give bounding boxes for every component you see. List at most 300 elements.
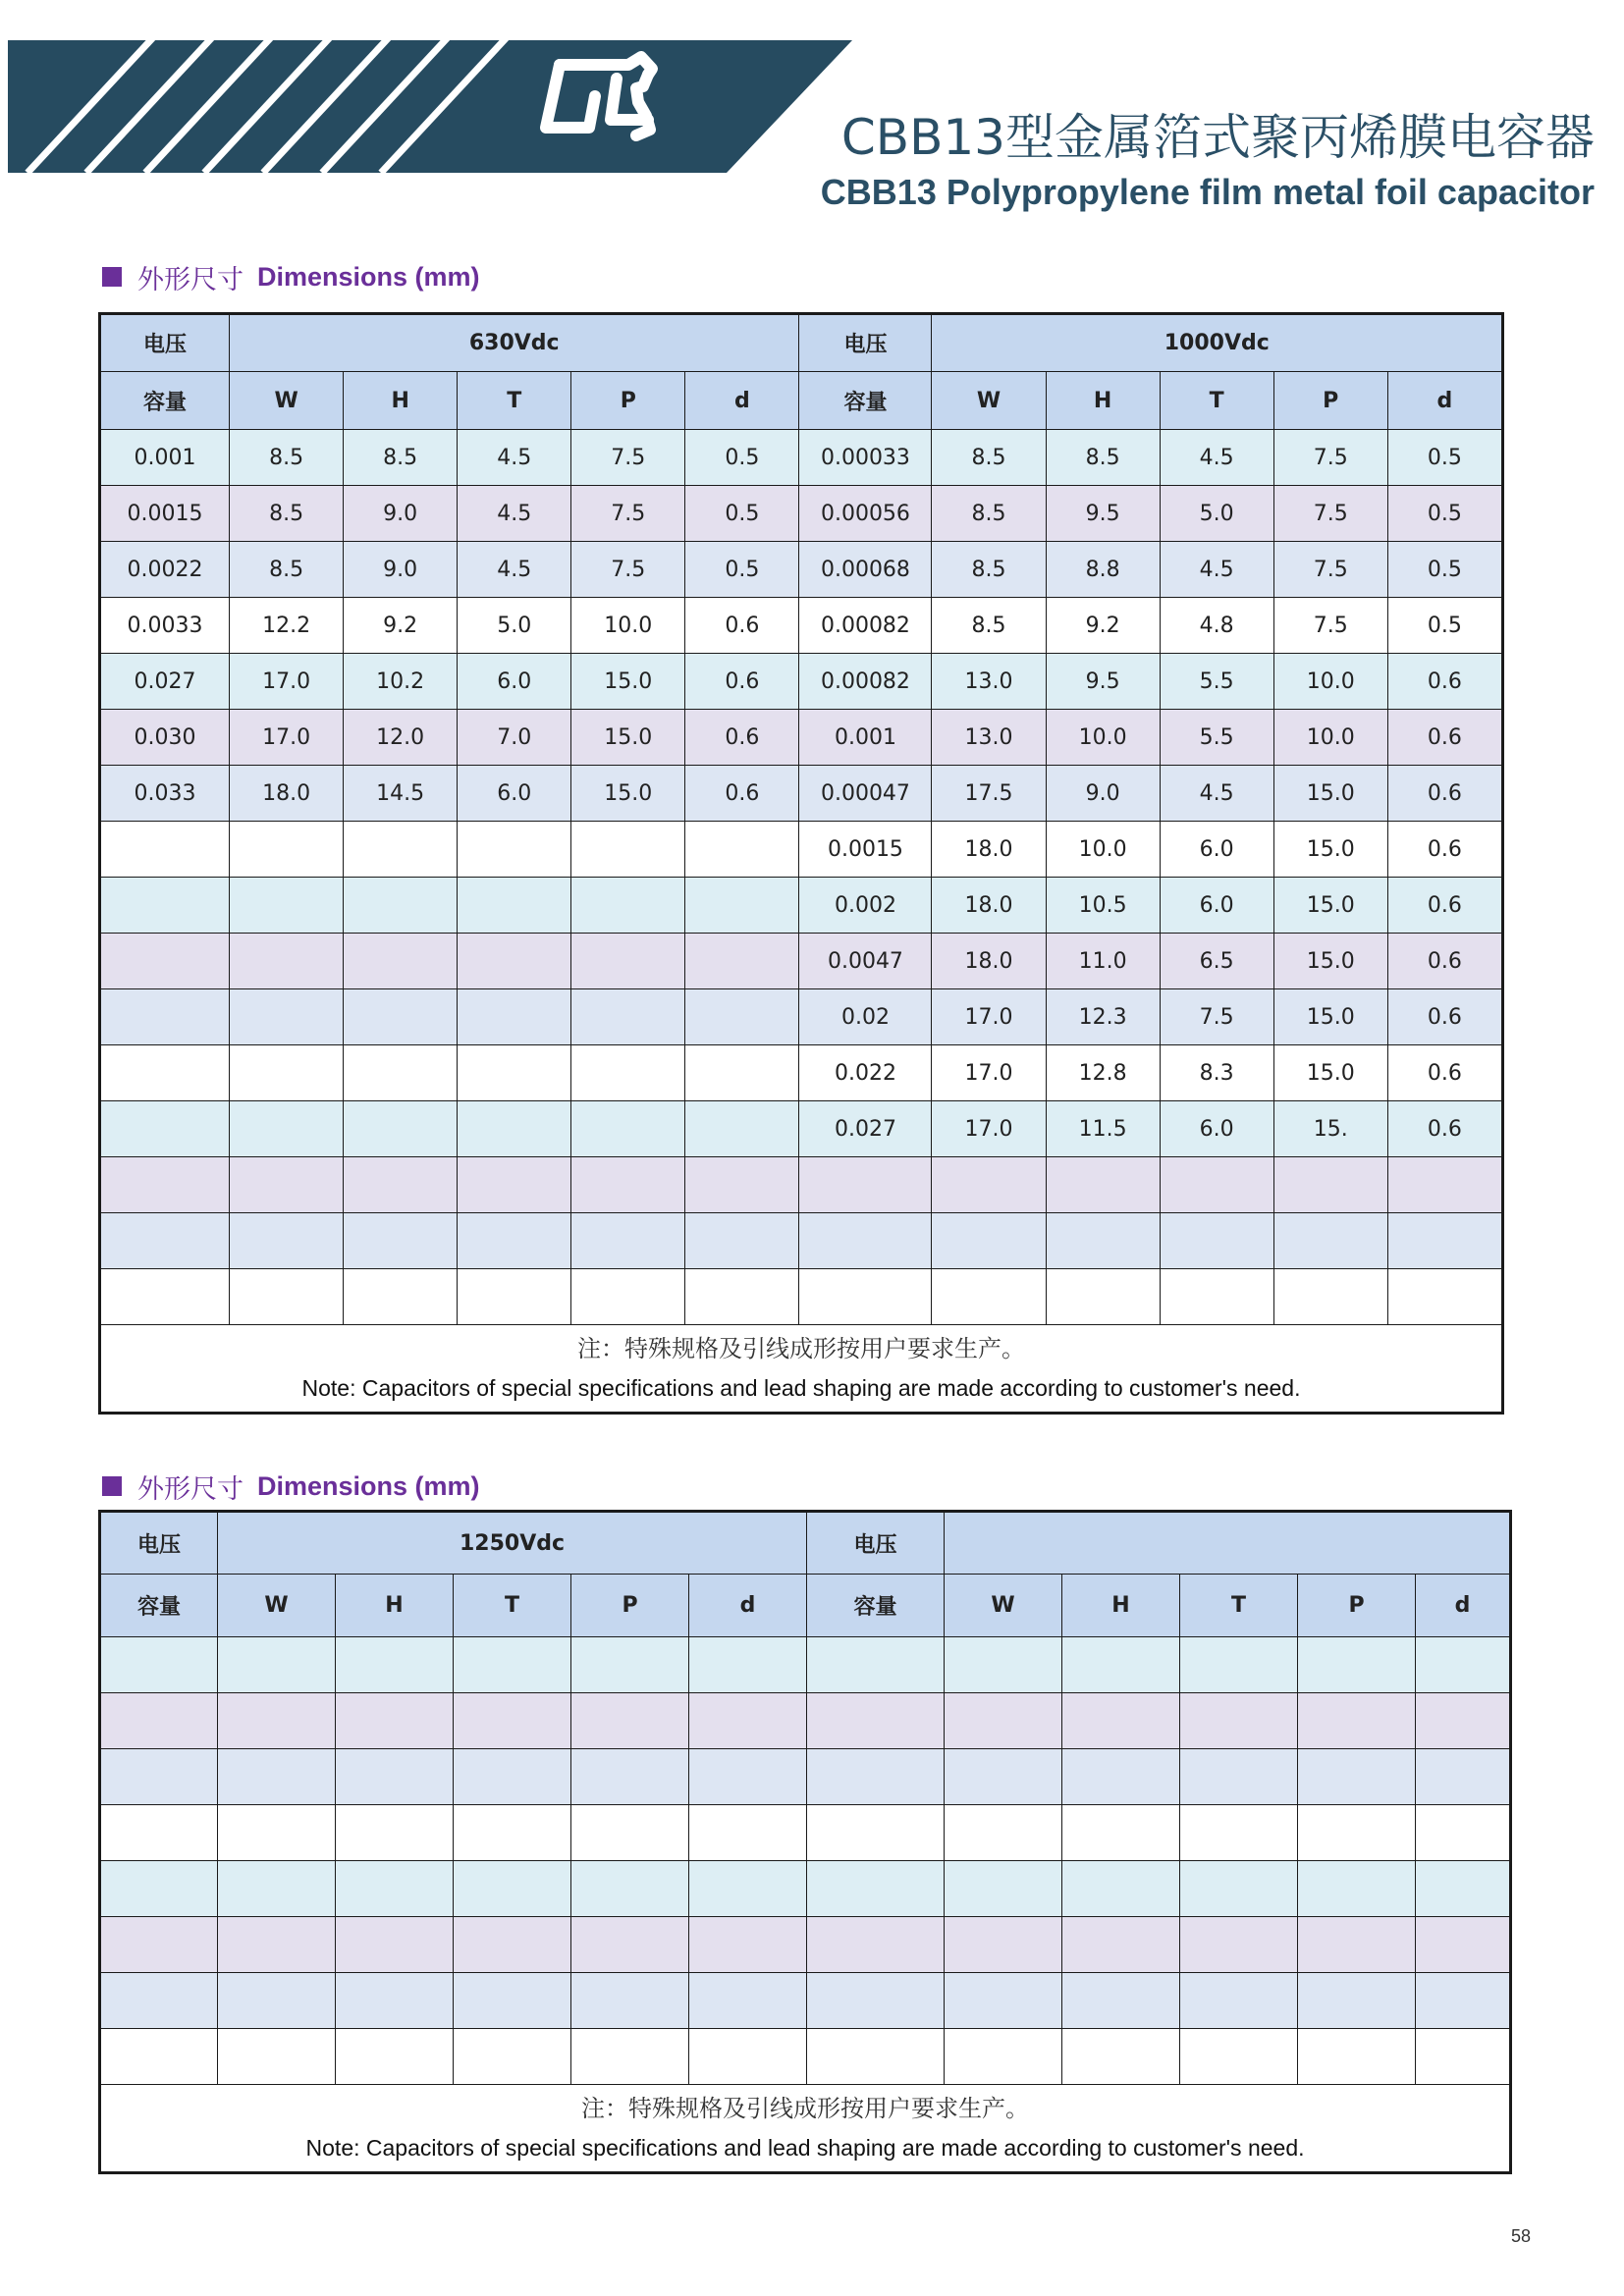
table-cell: 10.0: [1046, 822, 1160, 878]
table-cell: [571, 1269, 685, 1325]
table-cell: 0.0047: [799, 934, 932, 989]
table-cell: 8.3: [1160, 1045, 1273, 1101]
table-cell: 7.0: [458, 710, 571, 766]
table-row: [100, 822, 1503, 878]
table-row: [100, 1805, 1511, 1861]
table-cell: 0.00033: [799, 430, 932, 486]
table-cell: [218, 1973, 336, 2029]
table-cell: [1273, 1213, 1387, 1269]
table-cell: 15.0: [1273, 766, 1387, 822]
capacity-label: 容量: [100, 1575, 218, 1637]
table-cell: 8.5: [230, 430, 344, 486]
table-cell: [685, 1157, 799, 1213]
table-cell: [1062, 1917, 1180, 1973]
table-cell: [945, 1805, 1062, 1861]
table-cell: [336, 1637, 454, 1693]
table-cell: [1160, 1213, 1273, 1269]
voltage-label: 电压: [100, 1512, 218, 1575]
table-row: [100, 1157, 1503, 1213]
capacity-label: 容量: [799, 372, 932, 430]
table-cell: [1046, 1213, 1160, 1269]
table-cell: [571, 1861, 689, 1917]
table-row: [100, 1917, 1511, 1973]
table-cell: [458, 822, 571, 878]
table-cell: [1180, 1693, 1298, 1749]
table-cell: [1062, 1749, 1180, 1805]
table-cell: [571, 1973, 689, 2029]
table-cell: 8.5: [1046, 430, 1160, 486]
table-cell: 8.8: [1046, 542, 1160, 598]
table-cell: [458, 989, 571, 1045]
table-cell: [689, 1861, 807, 1917]
table-cell: [571, 989, 685, 1045]
table-cell: 15.0: [571, 710, 685, 766]
column-header-p: P: [1273, 372, 1387, 430]
table-cell: [1416, 2029, 1511, 2085]
table-row: [100, 1973, 1511, 2029]
table-cell: [1180, 1917, 1298, 1973]
page-title-en: CBB13 Polypropylene film metal foil capacitor: [820, 172, 1595, 212]
table-cell: [458, 878, 571, 934]
table-cell: 6.5: [1160, 934, 1273, 989]
table-cell: [1298, 1973, 1416, 2029]
table-cell: 13.0: [932, 654, 1046, 710]
table-cell: 0.0015: [799, 822, 932, 878]
column-header-d: d: [1416, 1575, 1511, 1637]
table-cell: 0.00082: [799, 654, 932, 710]
table-cell: 4.5: [458, 542, 571, 598]
table-cell: [685, 989, 799, 1045]
table-cell: [1298, 1749, 1416, 1805]
table-cell: [344, 1213, 458, 1269]
table-cell: 0.6: [1387, 766, 1502, 822]
table-cell: [1416, 1917, 1511, 1973]
table-cell: 4.5: [458, 486, 571, 542]
table-cell: [932, 1157, 1046, 1213]
table-cell: [454, 1917, 571, 1973]
note-en: Note: Capacitors of special specifications and lead shaping are made according to customer's need.: [305, 2135, 1305, 2161]
note-cn: 注：特殊规格及引线成形按用户要求生产。: [581, 2095, 1030, 2122]
table-cell: [689, 2029, 807, 2085]
table-cell: [1416, 1637, 1511, 1693]
table-cell: [571, 1805, 689, 1861]
table-row: [100, 989, 1503, 1045]
table-cell: 0.00082: [799, 598, 932, 654]
table-row: [100, 1637, 1511, 1693]
table-cell: [685, 1045, 799, 1101]
table-cell: [1180, 1749, 1298, 1805]
table-cell: [336, 1973, 454, 2029]
table-cell: 4.5: [1160, 542, 1273, 598]
table-cell: 18.0: [932, 822, 1046, 878]
table-cell: 8.5: [932, 542, 1046, 598]
column-header-p: P: [571, 372, 685, 430]
table-cell: [807, 1749, 945, 1805]
right-voltage-value: [945, 1512, 1511, 1575]
table-cell: [571, 2029, 689, 2085]
table-cell: 0.001: [100, 430, 230, 486]
table-cell: [100, 1213, 230, 1269]
table-cell: 15.0: [1273, 989, 1387, 1045]
table-cell: 7.5: [571, 542, 685, 598]
column-header-p: P: [1298, 1575, 1416, 1637]
table-cell: [689, 1637, 807, 1693]
table-cell: 15.0: [1273, 822, 1387, 878]
table-cell: 12.2: [230, 598, 344, 654]
table-cell: 9.2: [344, 598, 458, 654]
table-cell: 15.0: [1273, 934, 1387, 989]
table-cell: 5.5: [1160, 710, 1273, 766]
table-cell: [689, 1917, 807, 1973]
table-cell: [945, 1693, 1062, 1749]
table-cell: [1062, 1805, 1180, 1861]
table-cell: 15.0: [1273, 878, 1387, 934]
bullet-square-icon: [102, 1476, 122, 1496]
page-title-cn: CBB13型金属箔式聚丙烯膜电容器: [840, 109, 1595, 166]
table-cell: 9.0: [1046, 766, 1160, 822]
table-cell: [218, 1693, 336, 1749]
table-cell: [689, 1693, 807, 1749]
table-cell: 13.0: [932, 710, 1046, 766]
table-cell: 0.027: [799, 1101, 932, 1157]
table-cell: [100, 878, 230, 934]
table-cell: 10.5: [1046, 878, 1160, 934]
table-cell: [458, 1045, 571, 1101]
table-cell: 14.5: [344, 766, 458, 822]
table-cell: 8.5: [230, 486, 344, 542]
table-cell: [1046, 1157, 1160, 1213]
table-cell: [571, 934, 685, 989]
table-cell: [689, 1805, 807, 1861]
table-cell: [571, 1917, 689, 1973]
table-cell: 8.5: [230, 542, 344, 598]
section-heading: [102, 257, 480, 296]
table-cell: [230, 1157, 344, 1213]
table-cell: 6.0: [458, 766, 571, 822]
table-cell: [454, 1749, 571, 1805]
table-cell: 0.030: [100, 710, 230, 766]
table-cell: [230, 822, 344, 878]
table-cell: 17.0: [230, 710, 344, 766]
table-cell: 12.8: [1046, 1045, 1160, 1101]
table-cell: [458, 1101, 571, 1157]
table-cell: [945, 1861, 1062, 1917]
capacity-label: 容量: [807, 1575, 945, 1637]
table-cell: [1062, 1693, 1180, 1749]
table-row: [100, 1101, 1503, 1157]
table-cell: 15.0: [571, 766, 685, 822]
table-cell: [218, 1917, 336, 1973]
bullet-square-icon: [102, 267, 122, 287]
table-cell: [458, 1157, 571, 1213]
table-cell: 9.5: [1046, 654, 1160, 710]
table-cell: [1298, 2029, 1416, 2085]
table-cell: [218, 1637, 336, 1693]
table-cell: 6.0: [1160, 822, 1273, 878]
table-cell: [336, 1917, 454, 1973]
table-cell: 5.0: [1160, 486, 1273, 542]
table-cell: [1298, 1637, 1416, 1693]
table-cell: [336, 1749, 454, 1805]
table-cell: [571, 1101, 685, 1157]
table-cell: [807, 1805, 945, 1861]
table-cell: [1273, 1157, 1387, 1213]
table-cell: [1273, 1269, 1387, 1325]
column-header-d: d: [685, 372, 799, 430]
table-cell: [100, 1973, 218, 2029]
table-cell: 0.0022: [100, 542, 230, 598]
left-voltage-value: 1250Vdc: [218, 1512, 807, 1575]
table-cell: [571, 822, 685, 878]
table-cell: 0.027: [100, 654, 230, 710]
table-cell: 18.0: [230, 766, 344, 822]
column-header-h: H: [1062, 1575, 1180, 1637]
table-cell: [100, 1637, 218, 1693]
dimensions-table-2: [98, 1510, 1512, 2174]
table-cell: [458, 1269, 571, 1325]
table-cell: [1416, 1805, 1511, 1861]
table-cell: [218, 1805, 336, 1861]
table-cell: 15.0: [1273, 1045, 1387, 1101]
table-cell: [100, 1917, 218, 1973]
column-header-d: d: [689, 1575, 807, 1637]
table-cell: 7.5: [1273, 486, 1387, 542]
table-row: [100, 1861, 1511, 1917]
table-cell: [807, 1973, 945, 2029]
page-number: 58: [1510, 2226, 1531, 2246]
table-cell: 9.5: [1046, 486, 1160, 542]
voltage-header-row: [100, 1512, 1511, 1575]
table-cell: 6.0: [1160, 1101, 1273, 1157]
table-cell: [685, 1101, 799, 1157]
table-cell: [100, 1693, 218, 1749]
table-cell: 0.5: [685, 542, 799, 598]
table-cell: 0.6: [685, 766, 799, 822]
table-cell: [100, 1269, 230, 1325]
table-cell: [1387, 1213, 1502, 1269]
table-cell: 4.5: [458, 430, 571, 486]
note-en: Note: Capacitors of special specifications and lead shaping are made according to customer's need.: [301, 1375, 1301, 1401]
section-heading-cn: 外形尺寸: [137, 1473, 244, 1505]
table-cell: [571, 1749, 689, 1805]
table-cell: 6.0: [458, 654, 571, 710]
table-cell: [1062, 1637, 1180, 1693]
table-cell: [807, 1637, 945, 1693]
table-cell: 0.5: [1387, 486, 1502, 542]
column-header-p: P: [571, 1575, 689, 1637]
note-row: [100, 1325, 1503, 1414]
table-row: [100, 710, 1503, 766]
table-cell: 17.0: [230, 654, 344, 710]
table-cell: [344, 1157, 458, 1213]
table-cell: 0.022: [799, 1045, 932, 1101]
table-cell: [100, 822, 230, 878]
table-cell: 4.5: [1160, 430, 1273, 486]
table-cell: 8.5: [932, 430, 1046, 486]
table-cell: [799, 1157, 932, 1213]
table-cell: 0.02: [799, 989, 932, 1045]
table-cell: 0.00056: [799, 486, 932, 542]
table-cell: 0.5: [1387, 430, 1502, 486]
table-row: [100, 1213, 1503, 1269]
table-cell: 0.6: [1387, 710, 1502, 766]
table-cell: [807, 1693, 945, 1749]
table-cell: [344, 822, 458, 878]
table-cell: [571, 1693, 689, 1749]
note-row: [100, 2085, 1511, 2173]
table-cell: 6.0: [1160, 878, 1273, 934]
table-cell: [454, 1973, 571, 2029]
table-cell: [1298, 1861, 1416, 1917]
table-cell: 15.0: [571, 654, 685, 710]
section-heading-en: Dimensions (mm): [257, 261, 480, 292]
table-cell: [458, 934, 571, 989]
table-cell: 0.6: [1387, 934, 1502, 989]
column-header-w: W: [230, 372, 344, 430]
voltage-label: 电压: [100, 314, 230, 372]
table-cell: [1416, 1861, 1511, 1917]
column-header-w: W: [932, 372, 1046, 430]
column-header-h: H: [344, 372, 458, 430]
table-cell: 0.5: [685, 430, 799, 486]
table-cell: 7.5: [571, 486, 685, 542]
table-cell: [1298, 1693, 1416, 1749]
table-cell: 12.0: [344, 710, 458, 766]
table-cell: 0.6: [1387, 878, 1502, 934]
column-header-row: [100, 1575, 1511, 1637]
table-cell: 0.033: [100, 766, 230, 822]
table-row: [100, 2029, 1511, 2085]
table-cell: [1046, 1269, 1160, 1325]
capacity-label: 容量: [100, 372, 230, 430]
table-cell: [1180, 1861, 1298, 1917]
table-row: [100, 1045, 1503, 1101]
table-cell: [454, 2029, 571, 2085]
table-row: [100, 878, 1503, 934]
table-cell: [1416, 1693, 1511, 1749]
table-cell: 10.0: [571, 598, 685, 654]
table-cell: [454, 1805, 571, 1861]
table-cell: 0.001: [799, 710, 932, 766]
table-cell: [336, 2029, 454, 2085]
table-cell: [571, 1637, 689, 1693]
table-cell: 0.6: [685, 598, 799, 654]
section-heading-cn: 外形尺寸: [137, 264, 244, 295]
table-cell: 0.6: [1387, 822, 1502, 878]
table-cell: [799, 1213, 932, 1269]
table-cell: [100, 1157, 230, 1213]
section-heading: [102, 1467, 480, 1506]
table-cell: [344, 989, 458, 1045]
table-cell: [799, 1269, 932, 1325]
table-cell: [218, 1749, 336, 1805]
table-cell: [336, 1861, 454, 1917]
table-cell: 10.0: [1273, 654, 1387, 710]
table-cell: 10.2: [344, 654, 458, 710]
table-cell: 7.5: [1160, 989, 1273, 1045]
table-cell: 0.0015: [100, 486, 230, 542]
table-cell: [685, 1269, 799, 1325]
table-cell: [1298, 1805, 1416, 1861]
table-cell: 18.0: [932, 934, 1046, 989]
column-header-t: T: [454, 1575, 571, 1637]
table-cell: 17.5: [932, 766, 1046, 822]
table-cell: 7.5: [1273, 598, 1387, 654]
table-row: [100, 1269, 1503, 1325]
table-row: [100, 486, 1503, 542]
table-row: [100, 542, 1503, 598]
table-cell: 9.0: [344, 486, 458, 542]
table-cell: 5.5: [1160, 654, 1273, 710]
table-cell: [454, 1637, 571, 1693]
table-cell: 0.00068: [799, 542, 932, 598]
table-cell: [932, 1269, 1046, 1325]
table-cell: [344, 1101, 458, 1157]
table-cell: 0.6: [1387, 1101, 1502, 1157]
table-cell: [1298, 1917, 1416, 1973]
table-cell: [571, 1045, 685, 1101]
table-row: [100, 766, 1503, 822]
table-cell: 8.5: [932, 486, 1046, 542]
table-cell: [571, 1213, 685, 1269]
table-cell: [100, 2029, 218, 2085]
table-cell: 18.0: [932, 878, 1046, 934]
table-cell: [336, 1805, 454, 1861]
table-cell: 0.0033: [100, 598, 230, 654]
table-cell: [344, 1045, 458, 1101]
table-cell: [1160, 1269, 1273, 1325]
section-heading-en: Dimensions (mm): [257, 1470, 480, 1501]
table-cell: [344, 878, 458, 934]
column-header-t: T: [458, 372, 571, 430]
column-header-h: H: [336, 1575, 454, 1637]
table-cell: [932, 1213, 1046, 1269]
table-cell: [454, 1693, 571, 1749]
table-cell: [1180, 1805, 1298, 1861]
table-cell: [1416, 1749, 1511, 1805]
table-cell: [218, 2029, 336, 2085]
column-header-t: T: [1180, 1575, 1298, 1637]
table-cell: [344, 1269, 458, 1325]
table-cell: 0.00047: [799, 766, 932, 822]
table-cell: [685, 1213, 799, 1269]
table-cell: [100, 989, 230, 1045]
table-row: [100, 1749, 1511, 1805]
table-cell: [685, 822, 799, 878]
table-cell: [945, 1637, 1062, 1693]
table-cell: 17.0: [932, 989, 1046, 1045]
table-cell: [1062, 1861, 1180, 1917]
table-cell: [685, 878, 799, 934]
table-cell: 0.6: [685, 654, 799, 710]
table-cell: [230, 878, 344, 934]
table-cell: 8.5: [932, 598, 1046, 654]
voltage-header-row: [100, 314, 1503, 372]
table-cell: 15.: [1273, 1101, 1387, 1157]
table-cell: [344, 934, 458, 989]
column-header-h: H: [1046, 372, 1160, 430]
table-cell: [807, 1917, 945, 1973]
table-cell: [100, 1861, 218, 1917]
table-cell: 9.0: [344, 542, 458, 598]
table-cell: 0.5: [685, 486, 799, 542]
table-cell: [230, 1045, 344, 1101]
table-cell: 10.0: [1046, 710, 1160, 766]
table-cell: 7.5: [1273, 430, 1387, 486]
voltage-label: 电压: [799, 314, 932, 372]
column-header-row: [100, 372, 1503, 430]
table-cell: 0.6: [1387, 1045, 1502, 1101]
